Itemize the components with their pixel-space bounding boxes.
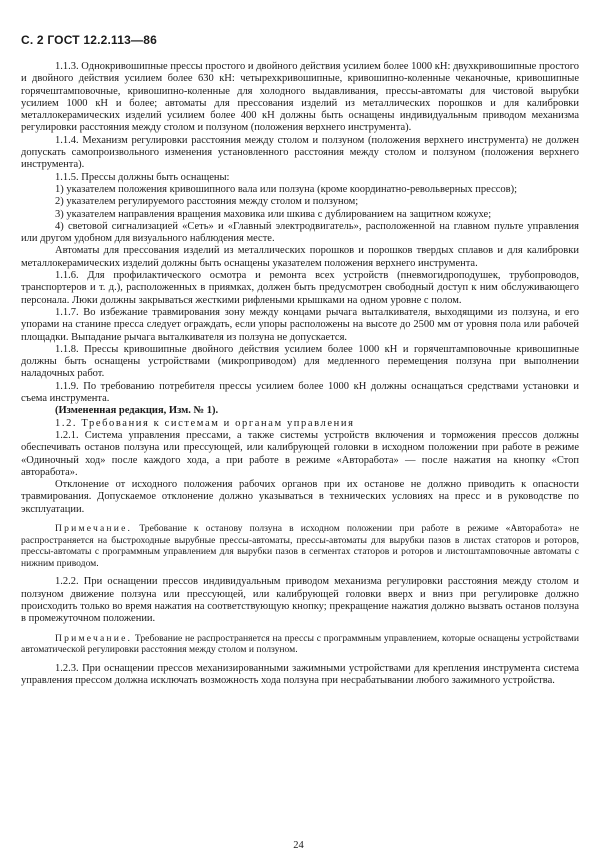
paragraph-1-1-7: 1.1.7. Во избежание травмирования зону между концами рычага выталкивателя, выходящими из ползуна, и его упорами на станине пресса следует ограждать, если упоры расположены на высоте до 2500 мм от уровня пола или рабочей площадки. Выпадание рычага выталкивателя из ползуна не допускается. [21, 306, 579, 343]
paragraph-1-2-2: 1.2.2. При оснащении прессов индивидуальным приводом механизма регулировки расстояния между столом и ползуном движение ползуна или прессующей, или калибрующей головки вверх и вниз при регулировке должно происходить только во время нажатия на соответствующую кнопку; прекращение нажатия должно вызвать останов ползуна в промежуточном положении. [21, 576, 579, 625]
paragraph-1-1-5: 1.1.5. Прессы должны быть оснащены: [55, 171, 230, 183]
note-1 [21, 523, 579, 569]
paragraph-1-2-1: 1.2.1. Система управления прессами, а также системы устройств включения и торможения прессов должны обеспечивать останов ползуна или прессующей, или калибрующей головки в исходном положении при работе в режиме «Одиночный ход» после каждого хода, а при работе в режиме «Авторабота» — после нажатия на кнопку «Стоп авторабота». [21, 429, 579, 478]
list-item-1: 1) указателем положения кривошипного вала или ползуна (кроме координатно-револьверных прессов); [55, 183, 518, 195]
note-2 [21, 633, 579, 656]
page-number: 24 [293, 840, 304, 851]
note-text: Требование к останову ползуна в исходном положении при работе в режиме «Авторабота» не распространяется на быстроходные вырубные прессы-автоматы, прессы-автоматы для вырубки пазов в листах статоров и роторов, прессы-автоматы с программным управлением для вырубки пазов в сегментах статоров и роторов и листоштамповочные автоматы с нижним приводом. [21, 522, 579, 569]
note-label: Примечание. [55, 632, 133, 644]
paragraph-automata: Автоматы для прессования изделий из металлических порошков и порошков твердых сплавов и для калибровки металлокерамических изделий должны быть оснащены указателем положения верхнего инструмента. [21, 245, 579, 269]
section-heading-1-2: 1.2. Требования к системам и органам управления [55, 417, 355, 429]
list-item-3: 3) указателем направления вращения маховика или шкива с дублированием на защитном кожухе; [55, 208, 492, 220]
paragraph-1-2-3: 1.2.3. При оснащении прессов механизированными зажимными устройствами для крепления инструмента система управления прессом должна исключать возможность хода ползуна при несрабатывании любого зажимного устройства. [21, 662, 579, 687]
paragraph-1-1-9: 1.1.9. По требованию потребителя прессы усилием более 1000 кН должны оснащаться средствами установки и съема инструмента. [21, 380, 579, 405]
paragraph-1-1-3: 1.1.3. Однокривошипные прессы простого и двойного действия усилием более 1000 кН: двухкривошипные простого и двойного действия усилием более 630 кН: четырехкривошипные, кривошипно-коленные чеканочные, кривошипные горячештамповочные, кривошипно-коленные для холодного выдавливания, прессы-автоматы для чистовой вырубки усилием 1000 кН и более; автоматы для прессования изделий из металлических порошков и для калибровки металлокерамических изделий усилием более 400 кН должны быть оснащены индивидуальным приводом механизма регулировки расстояния между столом и ползуном (положения верхнего инструмента). [21, 61, 579, 134]
document-body [21, 61, 579, 687]
list-item-4: 4) световой сигнализацией «Сеть» и «Главный электродвигатель», расположенной на главном пульте управления или другом удобном для визуального наблюдения месте. [21, 220, 579, 245]
note-label: Примечание. [55, 522, 133, 534]
paragraph-1-1-8: 1.1.8. Прессы кривошипные двойного действия усилием более 1000 кН и горячештамповочные кривошипные должны быть оснащены устройствами (микроприводом) для медленного перемещения ползуна при выполнении наладочных работ. [21, 343, 579, 380]
list-item-2: 2) указателем регулируемого расстояния между столом и ползуном; [55, 196, 359, 208]
paragraph-deviation: Отклонение от исходного положения рабочих органов при их останове не должно приводить к опасности травмирования. Допускаемое отклонение должно указываться в технических условиях на пресс и в руководстве по эксплуатации. [21, 479, 579, 515]
paragraph-1-1-6: 1.1.6. Для профилактического осмотра и ремонта всех устройств (пневмогидроподушек, трубопроводов, транспортеров и т. д.), расположенных в приямках, должен быть предусмотрен свободный доступ к ним обслуживающего персонала. Люки должны закрываться жесткими рифлеными крышками на одном уровне с полом. [21, 270, 579, 306]
page-header: С. 2 ГОСТ 12.2.113—86 [21, 33, 157, 47]
paragraph-1-1-4: 1.1.4. Механизм регулировки расстояния между столом и ползуном (положения верхнего инструмента) не должен допускать самопроизвольного изменения установленного расстояния между столом и ползуном (положения верхнего инструмента). [21, 134, 579, 171]
amendment-note: (Измененная редакция, Изм. № 1). [55, 405, 219, 417]
note-text: Требование не распространяется на прессы с программным управлением, которые оснащены устройствами автоматической регулировки расстояния между столом и ползуном. [21, 632, 579, 656]
